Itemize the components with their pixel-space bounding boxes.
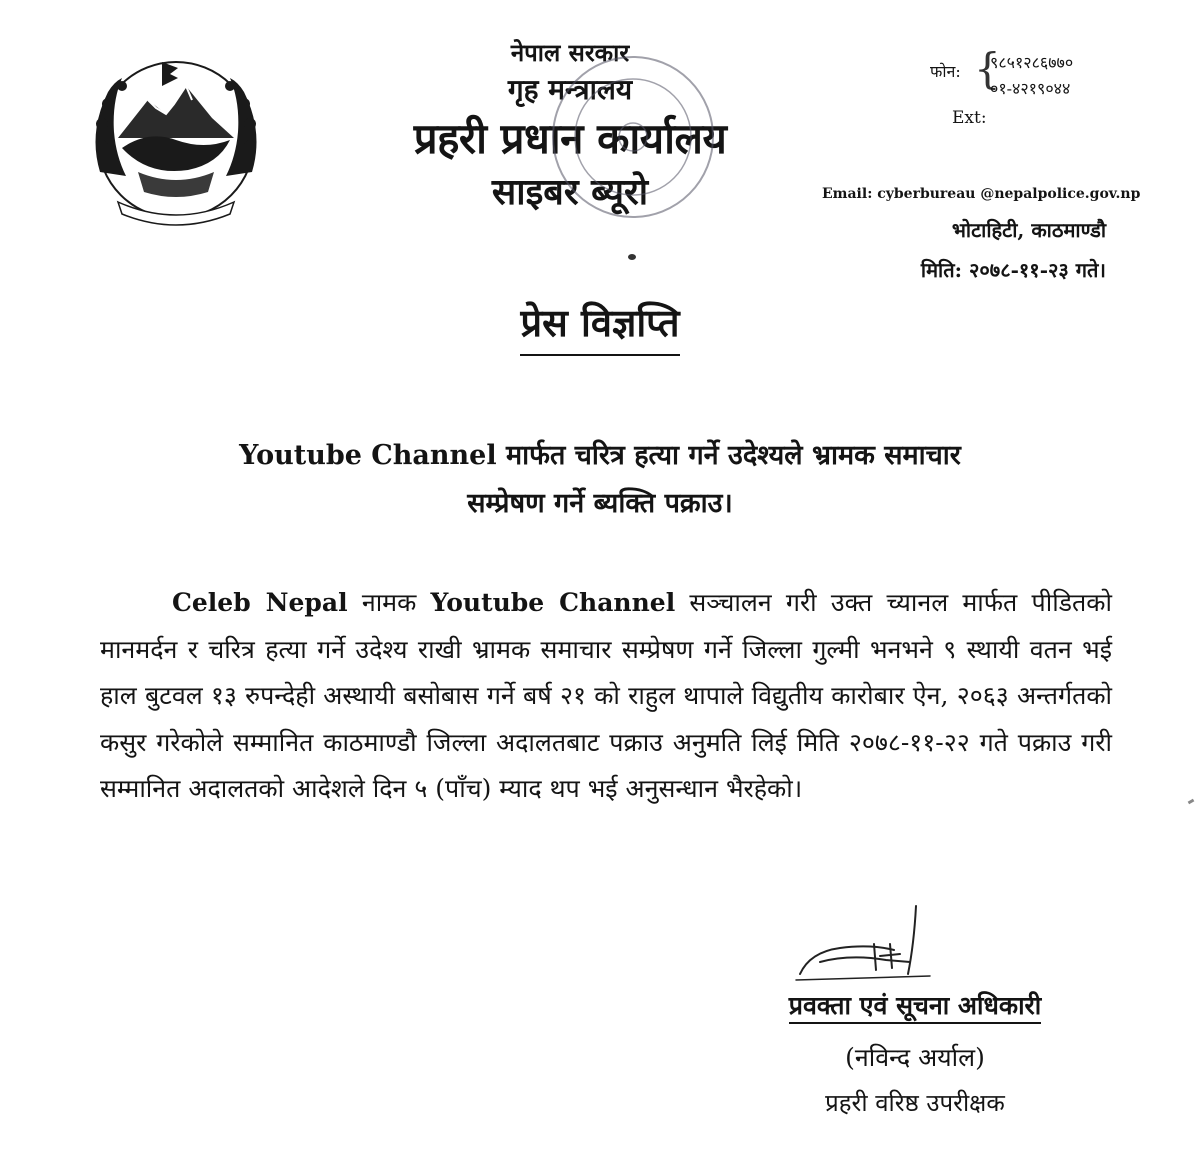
body-text: सञ्चालन गरी उक्त च्यानल मार्फत पीडितको मानमर्दन र चरित्र हत्या गर्ने उदेश्य राखी भ्रामक समाचार सम्प्रेषण गर्ने जिल्ला गुल्मी भनभने ९ स्थायी वतन भई हाल बुटवल १३ रुपन्देही अस्थायी बसोबास गर्ने बर्ष २१ को राहुल थापाले विद्युतीय कारोबार ऐन, २०६३ अन्तर्गतको कसुर गरेकोले सम्मानित काठमाण्डौ जिल्ला अदालतबाट पक्राउ अनुमति लिई मिति २०७८-११-२२ गते पक्राउ गरी सम्मानित अदालतको आदेशले दिन ५ (पाँच) म्याद थप भई अनुसन्धान भैरहेको।	[100, 588, 1112, 803]
press-release-title	[400, 296, 800, 356]
body-text: नामक	[347, 588, 431, 617]
subject-line: सम्प्रेषण गर्ने ब्यक्ति पक्राउ।	[467, 488, 733, 519]
ext-label: Ext:	[952, 108, 987, 128]
phone-label: फोन:	[930, 62, 961, 81]
signatory-title	[740, 988, 1090, 1022]
platform-name: Youtube Channel	[430, 588, 676, 617]
phone-number: ९८५१२८६७७०	[990, 53, 1074, 72]
phone-numbers	[990, 50, 1073, 102]
body-paragraph	[100, 580, 1112, 813]
document-date: मिति: २०७८-११-२३ गते।	[920, 258, 1106, 282]
subject-heading	[140, 432, 1060, 528]
channel-name: Celeb Nepal	[172, 588, 348, 617]
government-name: नेपाल सरकार	[510, 38, 630, 67]
subject-line: Youtube Channel मार्फत चरित्र हत्या गर्ने उदेश्यले भ्रामक समाचार	[239, 440, 961, 471]
signatory-name: (नविन्द अर्याल)	[845, 1043, 985, 1072]
bureau-name: साइबर ब्यूरो	[491, 171, 649, 213]
signatory-rank: प्रहरी वरिष्ठ उपरीक्षक	[825, 1089, 1005, 1117]
brace-icon: {	[974, 44, 1001, 93]
ink-speck	[1188, 799, 1195, 805]
official-stamp-icon	[548, 52, 718, 222]
office-address: भोटाहिटी, काठमाण्डौ	[951, 218, 1106, 242]
email-address: Email: cyberbureau @nepalpolice.gov.np	[822, 186, 1141, 202]
phone-number: ०१-४२१९०४४	[990, 79, 1071, 98]
ink-speck	[628, 254, 636, 260]
nepal-emblem-icon	[78, 52, 274, 234]
ministry-name: गृह मन्त्रालय	[507, 73, 633, 106]
handwritten-signature	[790, 904, 950, 986]
office-name: प्रहरी प्रधान कार्यालय	[413, 114, 727, 163]
title-text: प्रेस विज्ञप्ति	[520, 296, 679, 356]
signatory-title-text: प्रवक्ता एवं सूचना अधिकारी	[789, 991, 1042, 1024]
